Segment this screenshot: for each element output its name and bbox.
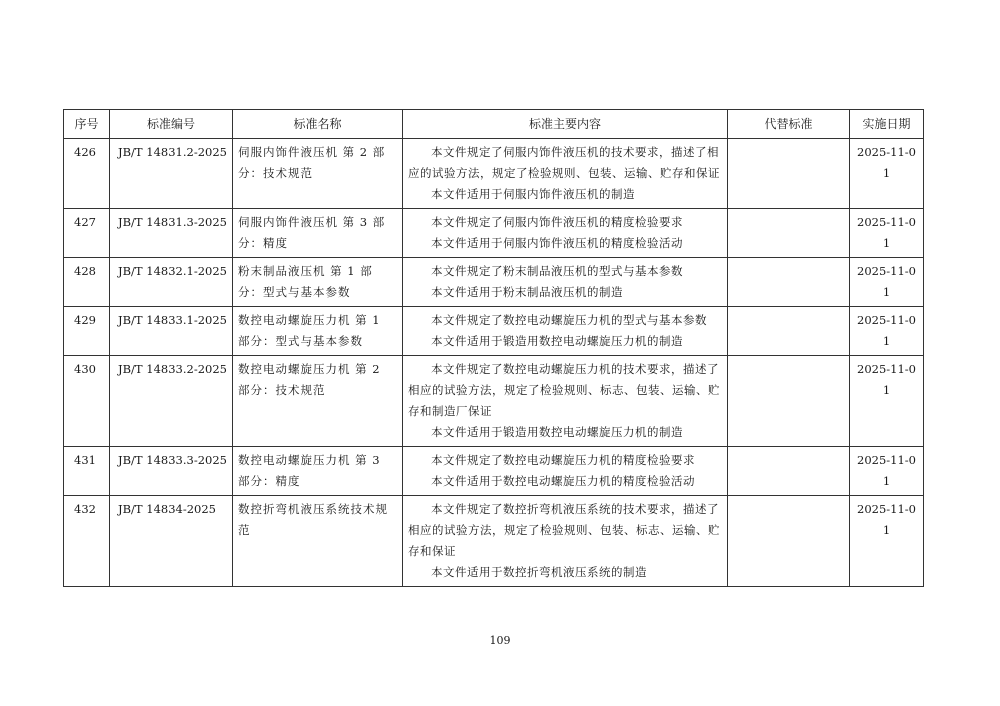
cell-content [403, 307, 728, 356]
table-row [64, 356, 924, 447]
content-paragraph: 本文件规定了数控电动螺旋压力机的型式与基本参数 [431, 313, 707, 327]
cell-date: 2025-11-01 [850, 209, 924, 258]
cell-content [403, 258, 728, 307]
cell-code: JB/T 14833.3-2025 [110, 447, 233, 496]
cell-code: JB/T 14833.1-2025 [110, 307, 233, 356]
cell-replaces [728, 209, 850, 258]
page-number: 109 [489, 634, 511, 647]
cell-name: 数控折弯机液压系统技术规范 [233, 496, 403, 587]
cell-content [403, 496, 728, 587]
cell-name: 伺服内饰件液压机 第 2 部分：技术规范 [233, 139, 403, 209]
header-code: 标准编号 [110, 110, 233, 139]
table-row [64, 209, 924, 258]
content-paragraph: 本文件适用于伺服内饰件液压机的精度检验活动 [431, 236, 683, 250]
cell-replaces [728, 139, 850, 209]
cell-date: 2025-11-01 [850, 307, 924, 356]
cell-seq: 431 [64, 447, 110, 496]
content-paragraph: 本文件规定了数控电动螺旋压力机的技术要求，描述了相应的试验方法，规定了检验规则、标志、包装、运输、贮存和制造厂保证 [408, 362, 720, 418]
cell-seq: 429 [64, 307, 110, 356]
cell-content [403, 209, 728, 258]
content-paragraph: 本文件规定了数控折弯机液压系统的技术要求，描述了相应的试验方法，规定了检验规则、包装、标志、运输、贮存和保证 [408, 502, 720, 558]
cell-replaces [728, 356, 850, 447]
cell-replaces [728, 258, 850, 307]
cell-content [403, 139, 728, 209]
cell-seq: 432 [64, 496, 110, 587]
content-paragraph: 本文件规定了粉末制品液压机的型式与基本参数 [431, 264, 683, 278]
cell-content [403, 356, 728, 447]
content-paragraph: 本文件适用于锻造用数控电动螺旋压力机的制造 [431, 334, 683, 348]
cell-name: 粉末制品液压机 第 1 部分：型式与基本参数 [233, 258, 403, 307]
content-paragraph: 本文件适用于数控折弯机液压系统的制造 [431, 565, 647, 579]
content-paragraph: 本文件适用于锻造用数控电动螺旋压力机的制造 [431, 425, 683, 439]
cell-name: 数控电动螺旋压力机 第 2 部分：技术规范 [233, 356, 403, 447]
cell-content [403, 447, 728, 496]
cell-name: 伺服内饰件液压机 第 3 部分：精度 [233, 209, 403, 258]
cell-date: 2025-11-01 [850, 258, 924, 307]
table-row [64, 307, 924, 356]
content-paragraph: 本文件适用于伺服内饰件液压机的制造 [431, 187, 635, 201]
cell-replaces [728, 496, 850, 587]
cell-seq: 430 [64, 356, 110, 447]
header-date: 实施日期 [850, 110, 924, 139]
cell-replaces [728, 447, 850, 496]
content-paragraph: 本文件规定了伺服内饰件液压机的精度检验要求 [431, 215, 683, 229]
cell-date: 2025-11-01 [850, 356, 924, 447]
cell-name: 数控电动螺旋压力机 第 3 部分：精度 [233, 447, 403, 496]
cell-code: JB/T 14833.2-2025 [110, 356, 233, 447]
cell-date: 2025-11-01 [850, 139, 924, 209]
cell-date: 2025-11-01 [850, 447, 924, 496]
cell-name: 数控电动螺旋压力机 第 1 部分：型式与基本参数 [233, 307, 403, 356]
table-row [64, 139, 924, 209]
content-paragraph: 本文件适用于数控电动螺旋压力机的精度检验活动 [431, 474, 695, 488]
cell-replaces [728, 307, 850, 356]
content-paragraph: 本文件规定了伺服内饰件液压机的技术要求，描述了相应的试验方法，规定了检验规则、包装、运输、贮存和保证 [408, 145, 720, 180]
header-replaces: 代替标准 [728, 110, 850, 139]
cell-seq: 427 [64, 209, 110, 258]
cell-date: 2025-11-01 [850, 496, 924, 587]
table-row [64, 258, 924, 307]
cell-code: JB/T 14831.3-2025 [110, 209, 233, 258]
header-row [64, 110, 924, 139]
table-header [64, 110, 924, 139]
cell-code: JB/T 14831.2-2025 [110, 139, 233, 209]
cell-code: JB/T 14834-2025 [110, 496, 233, 587]
cell-seq: 426 [64, 139, 110, 209]
table-body [64, 139, 924, 587]
table-row [64, 496, 924, 587]
table-row [64, 447, 924, 496]
content-paragraph: 本文件规定了数控电动螺旋压力机的精度检验要求 [431, 453, 695, 467]
standards-table [63, 109, 924, 587]
cell-seq: 428 [64, 258, 110, 307]
header-name: 标准名称 [233, 110, 403, 139]
header-seq: 序号 [64, 110, 110, 139]
header-content: 标准主要内容 [403, 110, 728, 139]
content-paragraph: 本文件适用于粉末制品液压机的制造 [431, 285, 623, 299]
cell-code: JB/T 14832.1-2025 [110, 258, 233, 307]
